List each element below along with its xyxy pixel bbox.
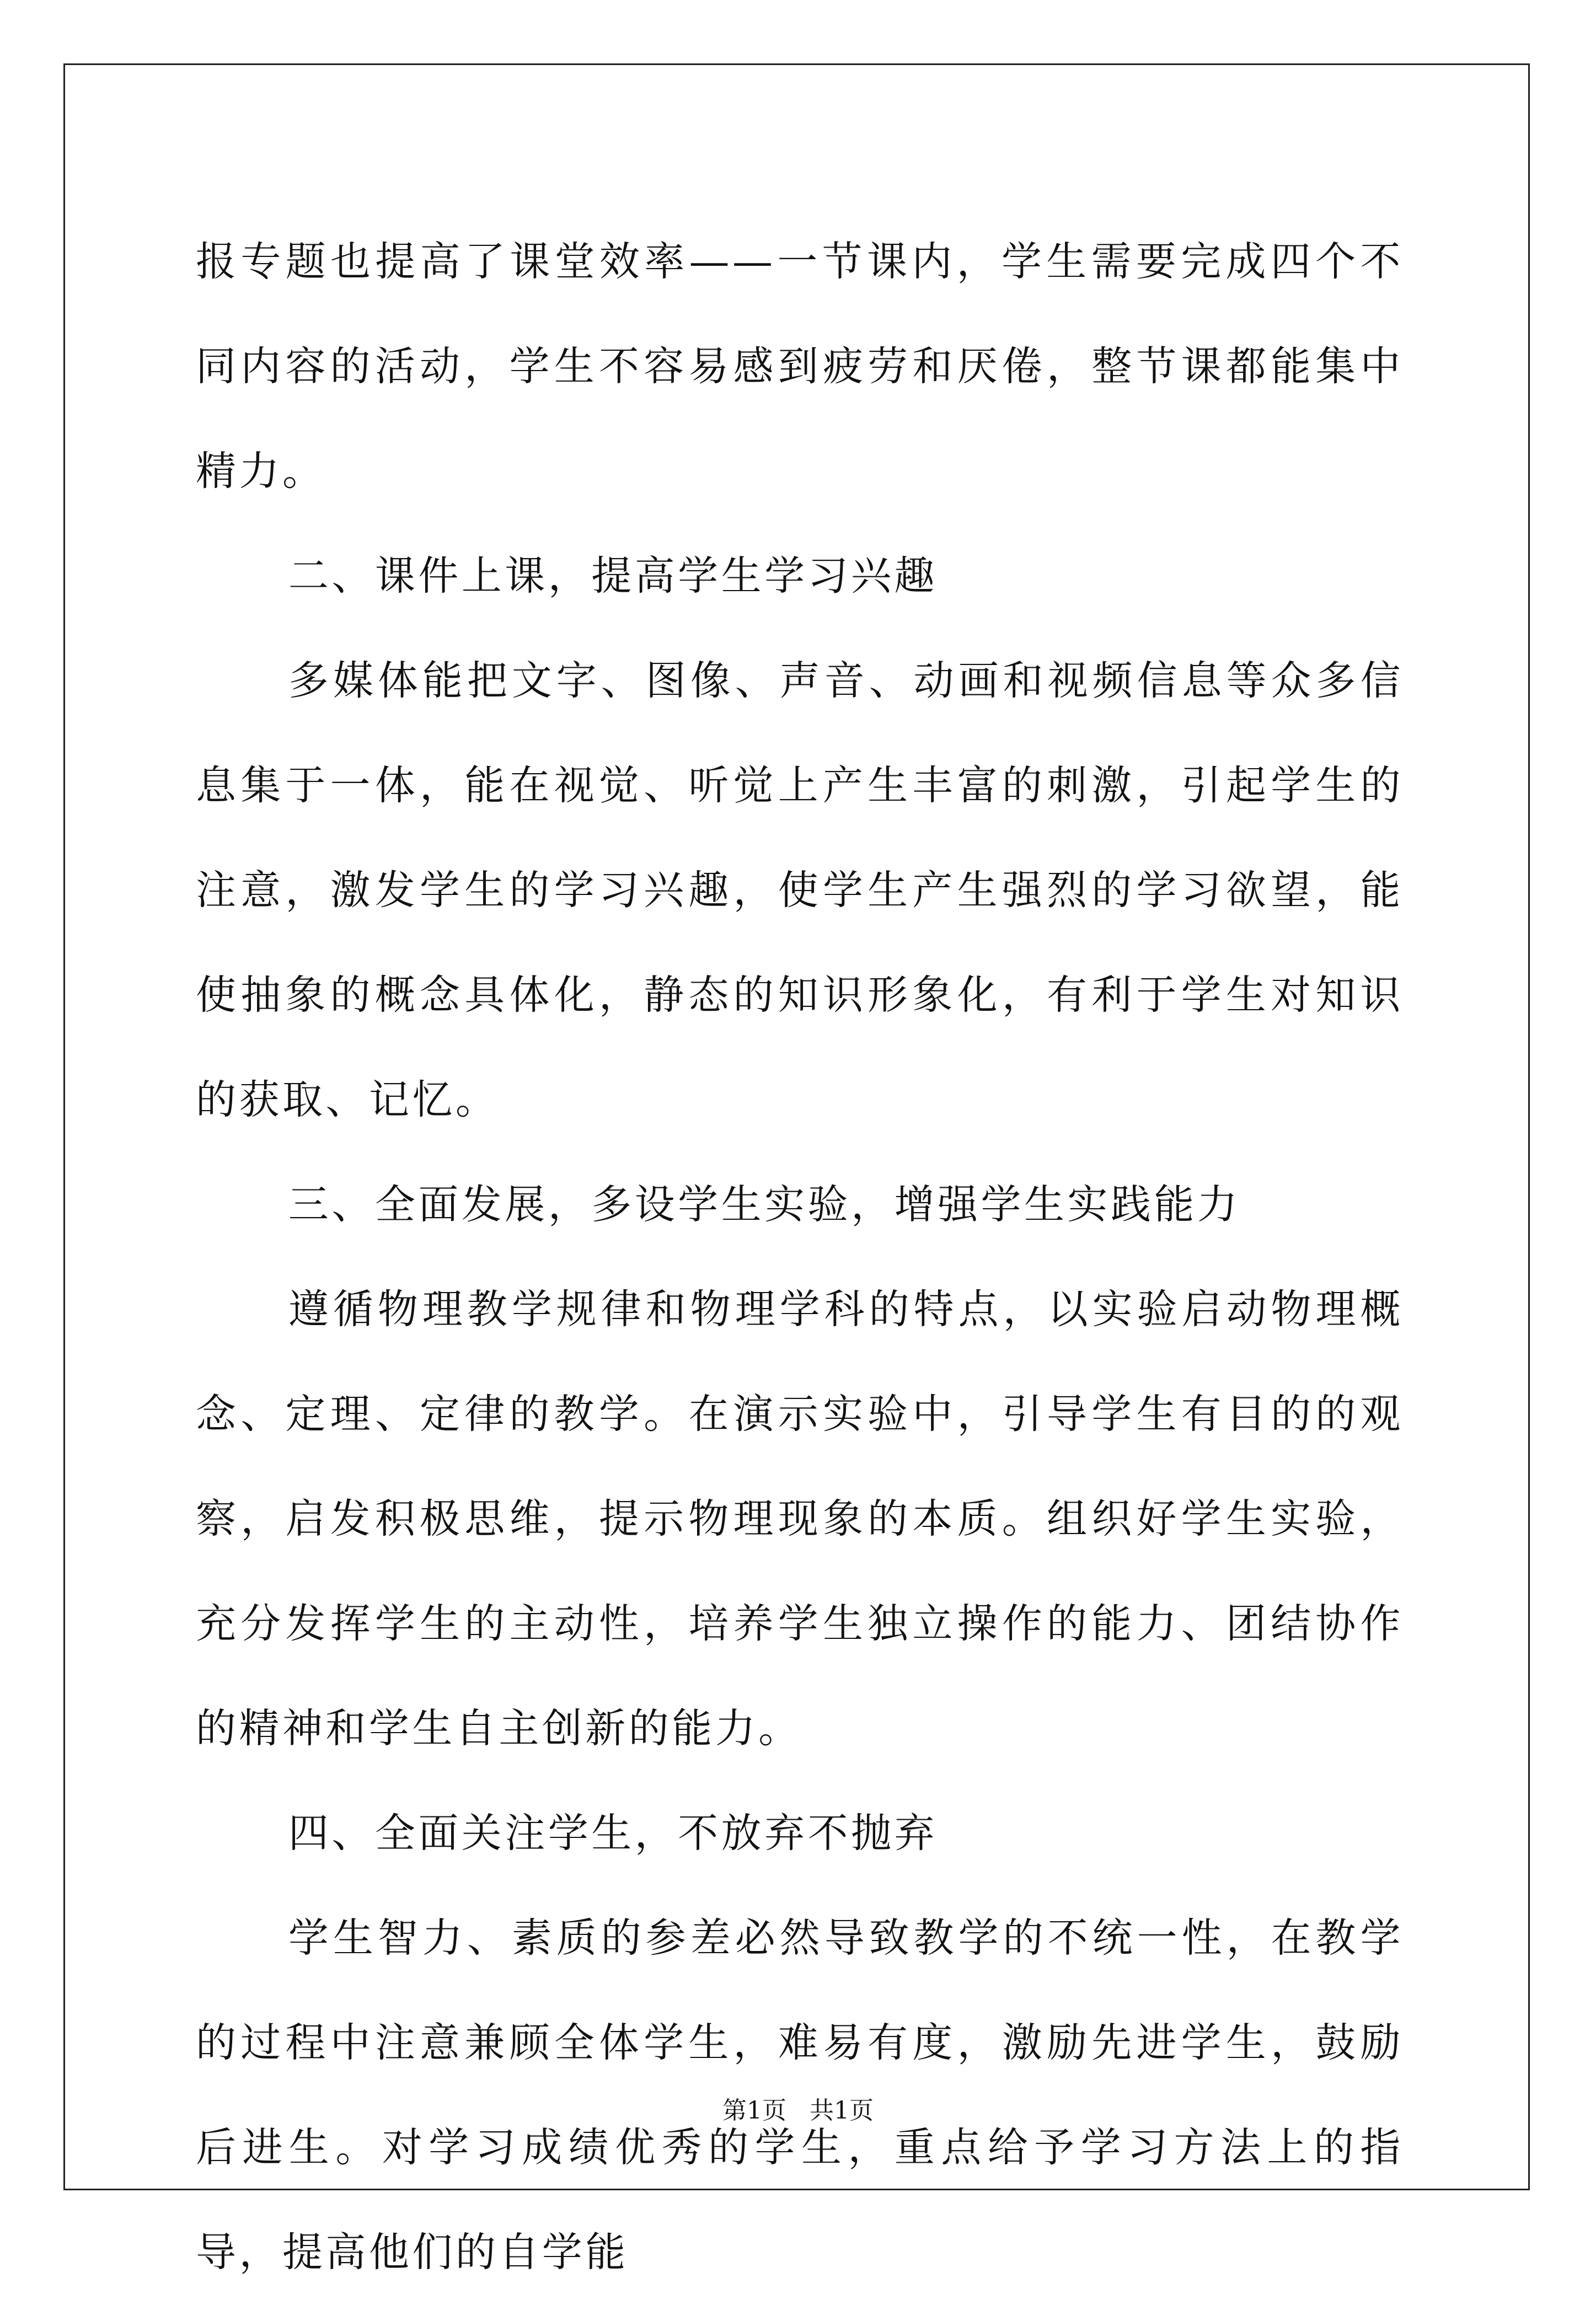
page-number-footer: 第1页 共1页 (722, 2097, 874, 2125)
paragraph-experiments: 遵循物理教学规律和物理学科的特点，以实验启动物理概念、定理、定律的教学。在演示实验中，引导学生有目的的观察，启发积极思维，提示物理现象的本质。组织好学生实验，充分发挥学生的主动性，培养学生独立操作的能力、团结协作的精神和学生自主创新的能力。 (196, 1286, 1404, 1752)
paragraph-continuation: 报专题也提高了课堂效率——一节课内，学生需要完成四个不同内容的活动，学生不容易感到疲劳和厌倦，整节课都能集中精力。 (196, 238, 1404, 495)
section-heading-3: 三、全面发展，多设学生实验，增强学生实践能力 (288, 1181, 1241, 1228)
paragraph-students: 学生智力、素质的参差必然导致教学的不统一性，在教学的过程中注意兼顾全体学生，难易有度，激励先进学生，鼓励后进生。对学习成绩优秀的学生，重点给予学习方法上的指导，提高他们的自学能 (196, 1915, 1404, 2276)
section-heading-2: 二、课件上课，提高学生学习兴趣 (288, 553, 938, 599)
paragraph-multimedia: 多媒体能把文字、图像、声音、动画和视频信息等众多信息集于一体，能在视觉、听觉上产生丰富的刺激，引起学生的注意，激发学生的学习兴趣，使学生产生强烈的学习欲望，能使抽象的概念具体化，静态的知识形象化，有利于学生对知识的获取、记忆。 (196, 657, 1404, 1123)
document-body (196, 210, 1404, 2305)
section-heading-4: 四、全面关注学生，不放弃不抛弃 (288, 1810, 938, 1857)
